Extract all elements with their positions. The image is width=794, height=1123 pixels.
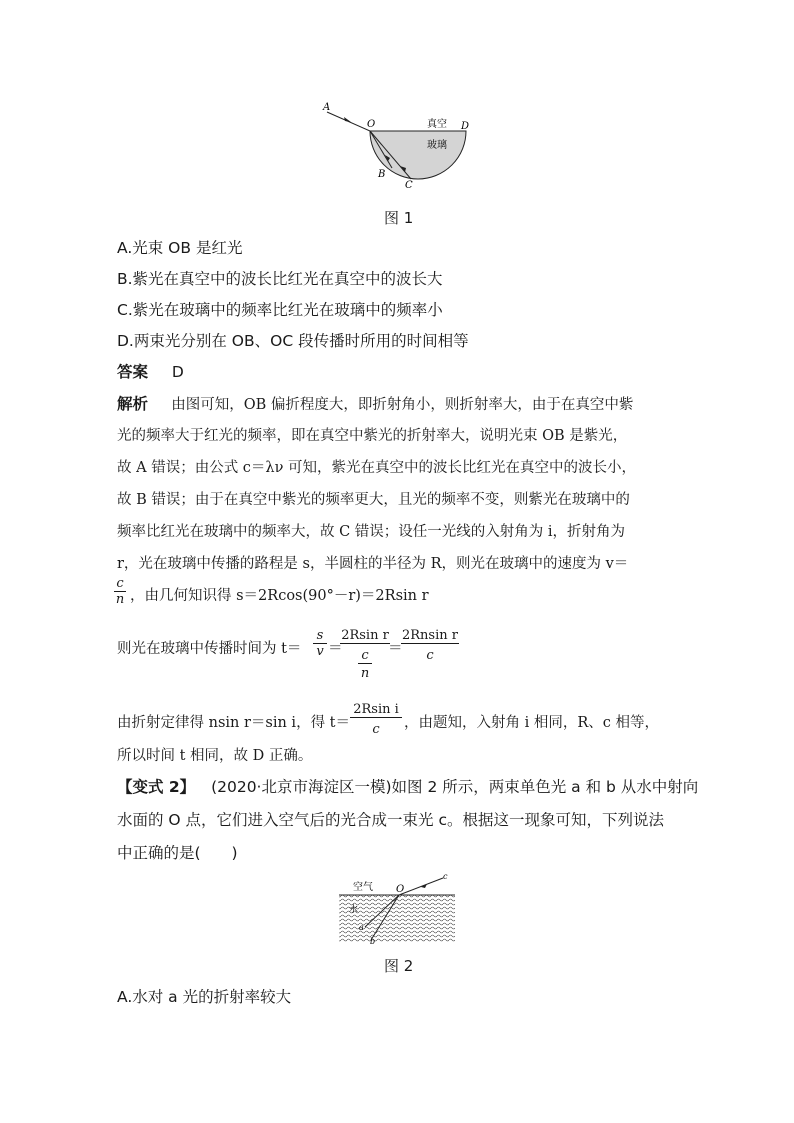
variant-2-text-1: (2020·北京市海淀区一模)如图 2 所示，两束单色光 a 和 b 从水中射向: [211, 778, 699, 796]
frac-den: c: [401, 643, 459, 663]
variant-2-tag: 【变式 2】: [117, 778, 196, 796]
option-1-C: C.紫光在玻璃中的频率比红光在玻璃中的频率小: [117, 301, 443, 319]
frac-den: c: [350, 717, 402, 737]
analysis-line-9-prefix: 由折射定律得 nsin r＝sin i，得 t＝: [117, 715, 351, 731]
label-vacuum: 真空: [427, 119, 447, 130]
figure-2-water-air-diagram: [335, 870, 460, 945]
fraction-2Rsini-over-c: [350, 702, 402, 737]
label-C: C: [405, 180, 413, 191]
water-region: [339, 895, 455, 942]
option-1-D: D.两束光分别在 OB、OC 段传播时所用的时间相等: [117, 332, 469, 350]
label-a: a: [359, 923, 364, 932]
label-b: b: [370, 937, 376, 945]
analysis-line-7: ，由几何知识得 s＝2Rcos(90°－r)＝2Rsin r: [130, 588, 429, 604]
frac-num: c: [116, 576, 124, 591]
equals-1: ＝: [328, 641, 343, 657]
analysis-line-6: r，光在玻璃中传播的路程是 s，半圆柱的半径为 R，则光在玻璃中的速度为 v＝: [117, 556, 629, 572]
frac-num: s: [316, 628, 324, 643]
answer-label: 答案: [117, 363, 149, 381]
label-water: 水: [349, 905, 359, 915]
frac-den: v: [313, 643, 327, 659]
label-O: O: [367, 119, 376, 130]
analysis-line-8: 则光在玻璃中传播时间为 t＝: [117, 641, 302, 657]
option-1-B: B.紫光在真空中的波长比红光在真空中的波长大: [117, 270, 443, 288]
label-O: O: [396, 884, 405, 895]
ray-c: [399, 878, 443, 895]
figure-2-caption: 图 2: [384, 957, 414, 975]
option-2-A: A.水对 a 光的折射率较大: [117, 988, 292, 1006]
fraction-c-over-n: [114, 576, 126, 607]
fraction-2Rsinr-over-c-n: [340, 628, 390, 681]
option-1-A: A.光束 OB 是红光: [117, 239, 243, 257]
fraction-2Rnsinr-over-c: [401, 628, 459, 663]
label-D: D: [461, 121, 470, 132]
analysis-label: 解析: [117, 395, 149, 413]
figure-1-caption: 图 1: [384, 209, 414, 227]
analysis-line-4: 故 B 错误；由于在真空中紫光的频率更大，且光的频率不变，则紫光在玻璃中的: [117, 492, 630, 508]
label-B: B: [378, 169, 386, 180]
frac-den-num: c: [340, 643, 390, 663]
frac-num: 2Rsin i: [353, 702, 399, 717]
answer-line: [117, 362, 184, 382]
analysis-line-10: 所以时间 t 相同，故 D 正确。: [117, 748, 313, 764]
frac-num: 2Rnsin r: [402, 628, 458, 643]
equals-2: ＝: [388, 641, 403, 657]
label-air: 空气: [353, 882, 373, 893]
analysis-line-2: 光的频率大于红光的频率，即在真空中紫光的折射率大，说明光束 OB 是紫光，: [117, 428, 628, 444]
frac-num: 2Rsin r: [341, 628, 389, 643]
variant-2-line-2: 水面的 O 点，它们进入空气后的光合成一束光 c。根据这一现象可知，下列说法: [117, 811, 665, 829]
analysis-line-1: [117, 394, 633, 415]
label-c: c: [443, 872, 448, 881]
frac-den: n: [115, 592, 125, 607]
variant-2-line-1: [117, 777, 698, 797]
figure-1-semicircle-diagram: [315, 100, 485, 195]
variant-2-line-3: 中正确的是( ): [117, 844, 238, 862]
frac-den-den: n: [358, 663, 372, 681]
answer-value: D: [171, 363, 184, 381]
analysis-text-1: 由图可知，OB 偏折程度大，即折射角小，则折射率大，由于在真空中紫: [171, 397, 634, 413]
incident-arrow: [344, 117, 351, 122]
label-A: A: [323, 102, 331, 113]
analysis-line-3: 故 A 错误；由公式 c＝λν 可知，紫光在真空中的波长比红光在真空中的波长小，: [117, 460, 637, 476]
label-glass: 玻璃: [427, 140, 447, 151]
analysis-line-9-suffix: ，由题知，入射角 i 相同，R、c 相等，: [404, 715, 660, 731]
analysis-line-5: 频率比红光在玻璃中的频率大，故 C 错误；设任一光线的入射角为 i，折射角为: [117, 524, 626, 540]
fraction-s-over-v: [313, 628, 327, 659]
